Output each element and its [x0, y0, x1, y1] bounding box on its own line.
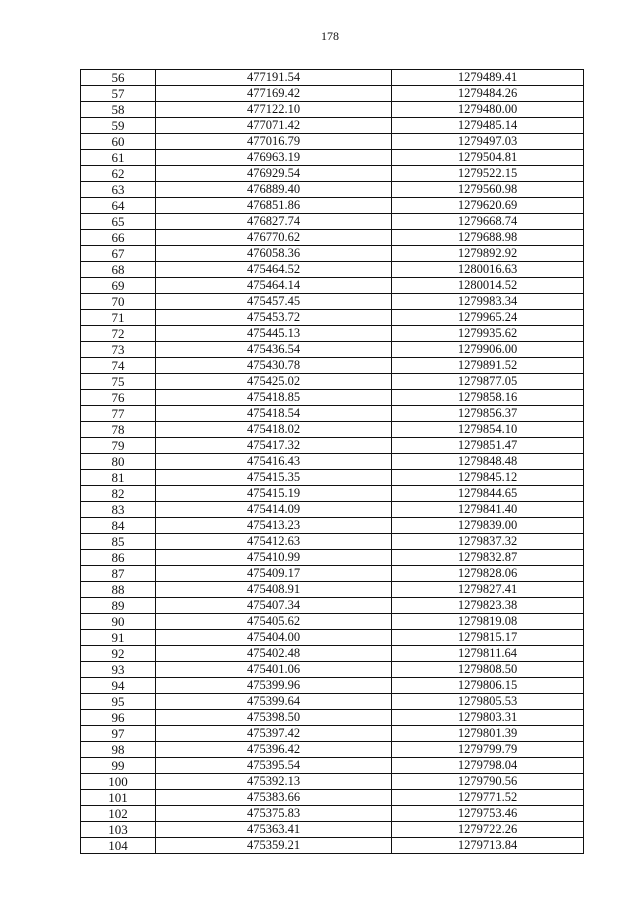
x-coordinate-cell: 476851.86 [156, 198, 392, 214]
point-number-cell: 83 [81, 502, 156, 518]
y-coordinate-cell: 1279620.69 [392, 198, 584, 214]
y-coordinate-cell: 1279827.41 [392, 582, 584, 598]
x-coordinate-cell: 477191.54 [156, 70, 392, 86]
table-row [81, 310, 584, 326]
y-coordinate-cell: 1279823.38 [392, 598, 584, 614]
y-coordinate-cell: 1279805.53 [392, 694, 584, 710]
table-row [81, 534, 584, 550]
x-coordinate-cell: 475430.78 [156, 358, 392, 374]
point-number-cell: 80 [81, 454, 156, 470]
point-number-cell: 87 [81, 566, 156, 582]
x-coordinate-cell: 476929.54 [156, 166, 392, 182]
x-coordinate-cell: 475425.02 [156, 374, 392, 390]
coordinates-table [80, 69, 584, 854]
x-coordinate-cell: 475418.54 [156, 406, 392, 422]
point-number-cell: 92 [81, 646, 156, 662]
page-number: 178 [321, 29, 339, 43]
point-number-cell: 70 [81, 294, 156, 310]
table-row [81, 662, 584, 678]
x-coordinate-cell: 475436.54 [156, 342, 392, 358]
point-number-cell: 63 [81, 182, 156, 198]
y-coordinate-cell: 1279891.52 [392, 358, 584, 374]
x-coordinate-cell: 477122.10 [156, 102, 392, 118]
table-row [81, 102, 584, 118]
y-coordinate-cell: 1279790.56 [392, 774, 584, 790]
x-coordinate-cell: 475415.19 [156, 486, 392, 502]
y-coordinate-cell: 1279808.50 [392, 662, 584, 678]
table-row [81, 518, 584, 534]
x-coordinate-cell: 475415.35 [156, 470, 392, 486]
x-coordinate-cell: 475445.13 [156, 326, 392, 342]
point-number-cell: 79 [81, 438, 156, 454]
y-coordinate-cell: 1279485.14 [392, 118, 584, 134]
point-number-cell: 84 [81, 518, 156, 534]
point-number-cell: 72 [81, 326, 156, 342]
table-row [81, 838, 584, 854]
x-coordinate-cell: 477016.79 [156, 134, 392, 150]
point-number-cell: 101 [81, 790, 156, 806]
table-row [81, 182, 584, 198]
x-coordinate-cell: 475464.14 [156, 278, 392, 294]
point-number-cell: 104 [81, 838, 156, 854]
point-number-cell: 57 [81, 86, 156, 102]
x-coordinate-cell: 475405.62 [156, 614, 392, 630]
y-coordinate-cell: 1279837.32 [392, 534, 584, 550]
y-coordinate-cell: 1279848.48 [392, 454, 584, 470]
y-coordinate-cell: 1279832.87 [392, 550, 584, 566]
table-row [81, 486, 584, 502]
point-number-cell: 76 [81, 390, 156, 406]
y-coordinate-cell: 1279713.84 [392, 838, 584, 854]
coordinates-table-body [81, 70, 584, 854]
y-coordinate-cell: 1279845.12 [392, 470, 584, 486]
y-coordinate-cell: 1279497.03 [392, 134, 584, 150]
table-row [81, 214, 584, 230]
table-row [81, 278, 584, 294]
y-coordinate-cell: 1279798.04 [392, 758, 584, 774]
table-row [81, 358, 584, 374]
y-coordinate-cell: 1279753.46 [392, 806, 584, 822]
y-coordinate-cell: 1279668.74 [392, 214, 584, 230]
x-coordinate-cell: 475408.91 [156, 582, 392, 598]
x-coordinate-cell: 475399.96 [156, 678, 392, 694]
table-row [81, 230, 584, 246]
x-coordinate-cell: 476963.19 [156, 150, 392, 166]
point-number-cell: 82 [81, 486, 156, 502]
point-number-cell: 66 [81, 230, 156, 246]
y-coordinate-cell: 1279828.06 [392, 566, 584, 582]
table-row [81, 118, 584, 134]
point-number-cell: 62 [81, 166, 156, 182]
point-number-cell: 102 [81, 806, 156, 822]
x-coordinate-cell: 476770.62 [156, 230, 392, 246]
table-row [81, 406, 584, 422]
table-row [81, 294, 584, 310]
x-coordinate-cell: 475399.64 [156, 694, 392, 710]
x-coordinate-cell: 475395.54 [156, 758, 392, 774]
x-coordinate-cell: 475416.43 [156, 454, 392, 470]
point-number-cell: 90 [81, 614, 156, 630]
y-coordinate-cell: 1279851.47 [392, 438, 584, 454]
y-coordinate-cell: 1279858.16 [392, 390, 584, 406]
x-coordinate-cell: 477071.42 [156, 118, 392, 134]
table-row [81, 438, 584, 454]
table-row [81, 726, 584, 742]
y-coordinate-cell: 1279935.62 [392, 326, 584, 342]
point-number-cell: 58 [81, 102, 156, 118]
point-number-cell: 68 [81, 262, 156, 278]
point-number-cell: 56 [81, 70, 156, 86]
y-coordinate-cell: 1279844.65 [392, 486, 584, 502]
table-row [81, 70, 584, 86]
table-row [81, 198, 584, 214]
table-row [81, 422, 584, 438]
table-row [81, 630, 584, 646]
x-coordinate-cell: 476827.74 [156, 214, 392, 230]
table-row [81, 342, 584, 358]
point-number-cell: 88 [81, 582, 156, 598]
table-row [81, 150, 584, 166]
x-coordinate-cell: 475375.83 [156, 806, 392, 822]
table-row [81, 566, 584, 582]
table-row [81, 598, 584, 614]
y-coordinate-cell: 1279983.34 [392, 294, 584, 310]
y-coordinate-cell: 1280016.63 [392, 262, 584, 278]
point-number-cell: 93 [81, 662, 156, 678]
y-coordinate-cell: 1279522.15 [392, 166, 584, 182]
y-coordinate-cell: 1279560.98 [392, 182, 584, 198]
y-coordinate-cell: 1279892.92 [392, 246, 584, 262]
point-number-cell: 100 [81, 774, 156, 790]
point-number-cell: 60 [81, 134, 156, 150]
point-number-cell: 94 [81, 678, 156, 694]
table-row [81, 790, 584, 806]
point-number-cell: 59 [81, 118, 156, 134]
point-number-cell: 96 [81, 710, 156, 726]
y-coordinate-cell: 1279906.00 [392, 342, 584, 358]
table-row [81, 470, 584, 486]
y-coordinate-cell: 1279806.15 [392, 678, 584, 694]
y-coordinate-cell: 1279854.10 [392, 422, 584, 438]
x-coordinate-cell: 475418.02 [156, 422, 392, 438]
table-row [81, 246, 584, 262]
y-coordinate-cell: 1279856.37 [392, 406, 584, 422]
y-coordinate-cell: 1279722.26 [392, 822, 584, 838]
y-coordinate-cell: 1279839.00 [392, 518, 584, 534]
point-number-cell: 89 [81, 598, 156, 614]
y-coordinate-cell: 1279801.39 [392, 726, 584, 742]
x-coordinate-cell: 475402.48 [156, 646, 392, 662]
y-coordinate-cell: 1279799.79 [392, 742, 584, 758]
table-row [81, 646, 584, 662]
point-number-cell: 69 [81, 278, 156, 294]
point-number-cell: 65 [81, 214, 156, 230]
x-coordinate-cell: 475457.45 [156, 294, 392, 310]
point-number-cell: 61 [81, 150, 156, 166]
y-coordinate-cell: 1279811.64 [392, 646, 584, 662]
y-coordinate-cell: 1279504.81 [392, 150, 584, 166]
x-coordinate-cell: 475414.09 [156, 502, 392, 518]
x-coordinate-cell: 476058.36 [156, 246, 392, 262]
y-coordinate-cell: 1279877.05 [392, 374, 584, 390]
y-coordinate-cell: 1279841.40 [392, 502, 584, 518]
table-row [81, 502, 584, 518]
point-number-cell: 71 [81, 310, 156, 326]
point-number-cell: 74 [81, 358, 156, 374]
table-row [81, 758, 584, 774]
x-coordinate-cell: 475417.32 [156, 438, 392, 454]
x-coordinate-cell: 475383.66 [156, 790, 392, 806]
table-row [81, 806, 584, 822]
table-row [81, 678, 584, 694]
table-row [81, 374, 584, 390]
x-coordinate-cell: 475396.42 [156, 742, 392, 758]
point-number-cell: 103 [81, 822, 156, 838]
point-number-cell: 91 [81, 630, 156, 646]
table-row [81, 742, 584, 758]
y-coordinate-cell: 1279484.26 [392, 86, 584, 102]
x-coordinate-cell: 475397.42 [156, 726, 392, 742]
point-number-cell: 97 [81, 726, 156, 742]
table-row [81, 614, 584, 630]
point-number-cell: 78 [81, 422, 156, 438]
x-coordinate-cell: 475407.34 [156, 598, 392, 614]
x-coordinate-cell: 475412.63 [156, 534, 392, 550]
table-row [81, 86, 584, 102]
x-coordinate-cell: 477169.42 [156, 86, 392, 102]
y-coordinate-cell: 1279480.00 [392, 102, 584, 118]
x-coordinate-cell: 475359.21 [156, 838, 392, 854]
table-row [81, 582, 584, 598]
table-row [81, 822, 584, 838]
table-row [81, 710, 584, 726]
x-coordinate-cell: 475464.52 [156, 262, 392, 278]
y-coordinate-cell: 1279815.17 [392, 630, 584, 646]
x-coordinate-cell: 475392.13 [156, 774, 392, 790]
point-number-cell: 75 [81, 374, 156, 390]
point-number-cell: 73 [81, 342, 156, 358]
y-coordinate-cell: 1279803.31 [392, 710, 584, 726]
table-row [81, 390, 584, 406]
y-coordinate-cell: 1280014.52 [392, 278, 584, 294]
point-number-cell: 85 [81, 534, 156, 550]
x-coordinate-cell: 475404.00 [156, 630, 392, 646]
table-row [81, 326, 584, 342]
x-coordinate-cell: 475409.17 [156, 566, 392, 582]
table-row [81, 550, 584, 566]
point-number-cell: 86 [81, 550, 156, 566]
point-number-cell: 77 [81, 406, 156, 422]
point-number-cell: 64 [81, 198, 156, 214]
point-number-cell: 67 [81, 246, 156, 262]
x-coordinate-cell: 475401.06 [156, 662, 392, 678]
point-number-cell: 99 [81, 758, 156, 774]
table-row [81, 262, 584, 278]
table-row [81, 134, 584, 150]
y-coordinate-cell: 1279489.41 [392, 70, 584, 86]
table-row [81, 774, 584, 790]
y-coordinate-cell: 1279819.08 [392, 614, 584, 630]
x-coordinate-cell: 475363.41 [156, 822, 392, 838]
point-number-cell: 95 [81, 694, 156, 710]
x-coordinate-cell: 475418.85 [156, 390, 392, 406]
table-row [81, 166, 584, 182]
y-coordinate-cell: 1279771.52 [392, 790, 584, 806]
y-coordinate-cell: 1279965.24 [392, 310, 584, 326]
x-coordinate-cell: 476889.40 [156, 182, 392, 198]
table-row [81, 694, 584, 710]
point-number-cell: 81 [81, 470, 156, 486]
x-coordinate-cell: 475413.23 [156, 518, 392, 534]
point-number-cell: 98 [81, 742, 156, 758]
x-coordinate-cell: 475410.99 [156, 550, 392, 566]
x-coordinate-cell: 475453.72 [156, 310, 392, 326]
x-coordinate-cell: 475398.50 [156, 710, 392, 726]
y-coordinate-cell: 1279688.98 [392, 230, 584, 246]
table-row [81, 454, 584, 470]
